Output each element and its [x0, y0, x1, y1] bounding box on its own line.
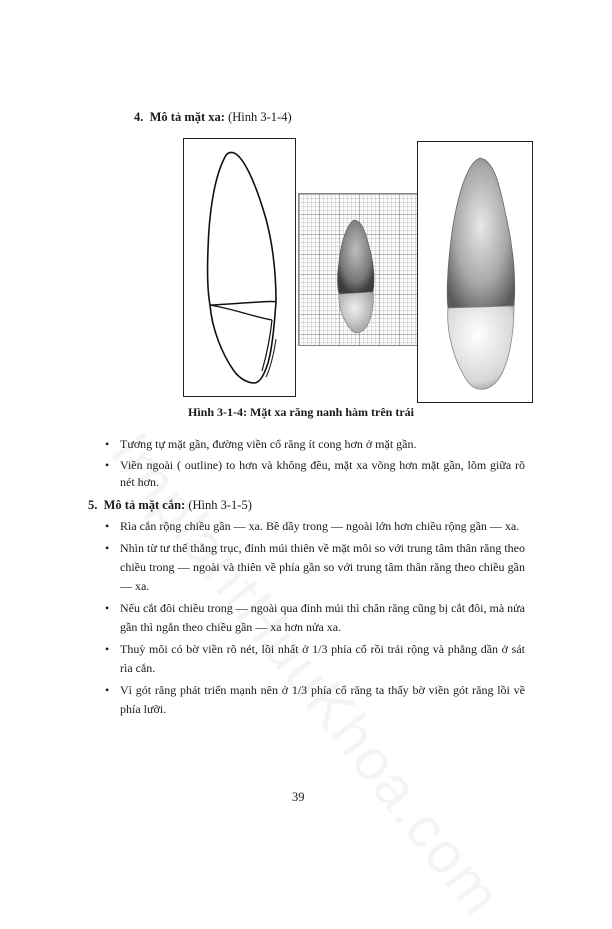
page-number: 39 [292, 790, 305, 804]
tooth-outline-svg [184, 139, 295, 396]
section-4-title: Mô tả mặt xa: [149, 110, 225, 124]
figure-caption: Hình 3-1-4: Mặt xa răng nanh hàm trên trái [188, 405, 414, 419]
figure-photo-large [417, 141, 533, 403]
list-item: • Thuỳ môi có bờ viền rõ nét, lồi nhất ở 1/3 phía cổ rồi trải rộng và phẳng dần ở sát rìa cắn. [105, 640, 525, 678]
section-5-title: Mô tả mặt cắn: [103, 498, 186, 512]
section-4-number: 4. [134, 110, 144, 124]
list-item: • Nếu cắt đôi chiều trong — ngoài qua đỉnh múi thì chân răng cũng bị cắt đôi, mà nửa gần thì ngắn theo chiều gần — xa hơn nửa xa. [105, 599, 525, 637]
list-item: • Tương tự mặt gần, đường viền cổ răng ít cong hơn ở mặt gần. [105, 436, 525, 454]
list-item: • Vì gót răng phát triển mạnh nên ở 1/3 phía cổ răng ta thấy bờ viền gót răng lồi về phía lưỡi. [105, 681, 525, 719]
section-4-heading [134, 110, 292, 125]
list-item: • Rìa cắn rộng chiều gần — xa. Bề dầy trong — ngoài lớn hơn chiều rộng gần — xa. [105, 517, 525, 536]
tooth-photo-small [299, 194, 418, 345]
section-5-heading [88, 498, 252, 513]
section-4-ref: (Hình 3-1-4) [228, 110, 292, 124]
figure-photo-grid [298, 193, 419, 346]
section-4-bullet-list [105, 436, 525, 495]
list-item: • Viền ngoài ( outline) to hơn và không đều, mặt xa võng hơn mặt gần, lõm giữa rõ nét hơn. [105, 457, 525, 492]
section-5-number: 5. [88, 498, 98, 512]
figure-outline-drawing [183, 138, 296, 397]
tooth-photo-large [418, 142, 532, 402]
list-item: • Nhìn từ tư thế thẳng trục, đỉnh múi thiên về mặt môi so với trung tâm thân răng theo chiều trong — ngoài và thiên về phía gần so với trung tâm thân răng theo chiều gần — xa. [105, 539, 525, 596]
section-5-ref: (Hình 3-1-5) [188, 498, 252, 512]
section-5-bullet-list [105, 517, 525, 722]
